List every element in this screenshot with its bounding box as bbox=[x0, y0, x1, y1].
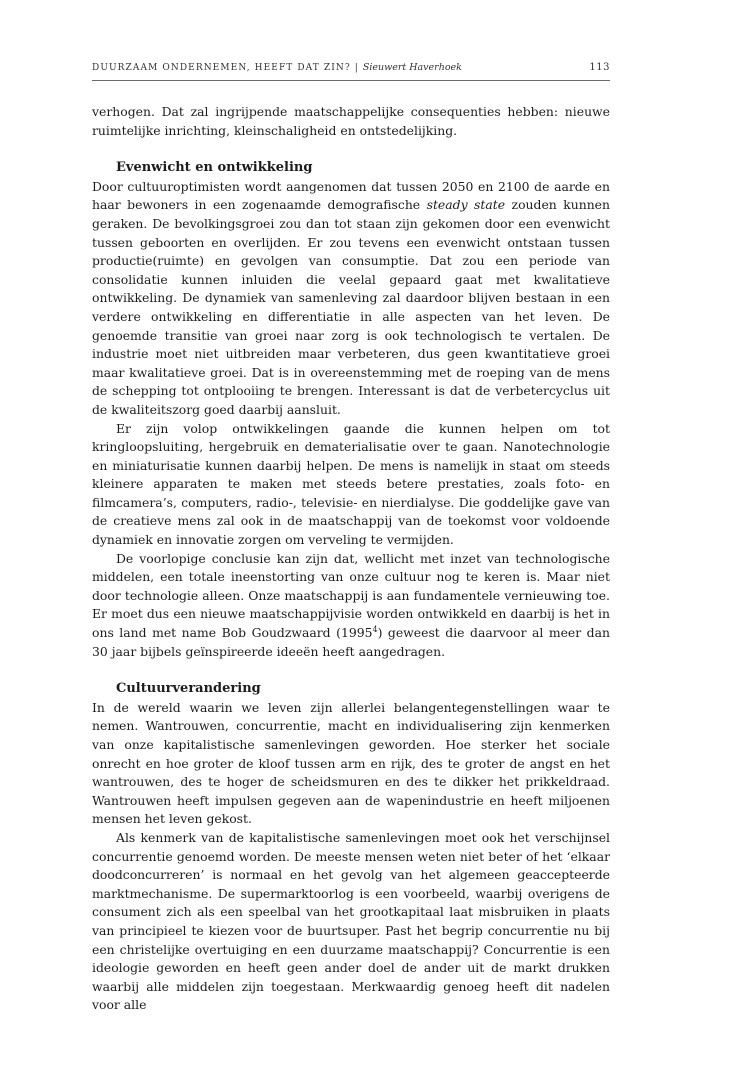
header-separator: | bbox=[350, 63, 363, 73]
body-text bbox=[92, 103, 610, 1015]
paragraph-text: Door cultuuroptimisten wordt aangenomen dat tussen 2050 en 2100 de aarde en haar bewoners in een zogenaamde demografische bbox=[92, 178, 610, 213]
paragraph-text: ) geweest die daarvoor al meer dan 30 jaar bijbels geïnspireerde ideeën heeft aangedragen. bbox=[92, 625, 610, 659]
author-name: Sieuwert Haverhoek bbox=[362, 62, 462, 73]
section-heading-cultuurverandering: Cultuurverandering bbox=[116, 681, 261, 697]
paragraph-evenwicht-1 bbox=[92, 178, 610, 420]
running-title: DUURZAAM ONDERNEMEN, HEEFT DAT ZIN? bbox=[92, 63, 351, 73]
running-title-line bbox=[92, 62, 462, 73]
paragraph-evenwicht-3 bbox=[92, 550, 610, 662]
paragraph-continuation: verhogen. Dat zal ingrijpende maatschappelijke consequenties hebben: nieuwe ruimtelijke inrichting, kleinschaligheid en ontstedelijking. bbox=[92, 104, 610, 138]
page-number: 113 bbox=[589, 62, 610, 73]
header-rule bbox=[92, 80, 610, 81]
paragraph-evenwicht-2: Er zijn volop ontwikkelingen gaande die kunnen helpen om tot kringloopsluiting, hergebruik en dematerialisatie over te gaan. Nanotechnologie en miniaturisatie kunnen daarbij helpen. De mens is namelijk in staat om steeds kleinere apparaten te maken met steeds betere prestaties, zoals foto- en filmcamera’s, computers, radio-, televisie- en nierdialyse. Die goddelijke gave van de creatieve mens zal ook in de maatschappij van de toekomst voor voldoende dynamiek en innovatie zorgen om verveling te vermijden. bbox=[92, 420, 610, 548]
italic-term: steady state bbox=[426, 197, 506, 213]
section-heading-evenwicht: Evenwicht en ontwikkeling bbox=[116, 160, 313, 176]
paragraph-cultuur-1: In de wereld waarin we leven zijn allerlei belangentegenstellingen waar te nemen. Wantrouwen, concurrentie, macht en individualisering zijn kenmerken van onze kapitalistische samenlevingen geworden. Hoe sterker het sociale onrecht en hoe groter de kloof tussen arm en rijk, des te groter de angst en het wantrouwen, des te hoger de scheidsmuren en des te dikker het prikkeldraad. Wantrouwen heeft impulsen gegeven aan de wapenindustrie en heeft miljoenen mensen het leven gekost. bbox=[92, 699, 610, 827]
footnote-marker: 4 bbox=[372, 624, 378, 634]
paragraph-text: zouden kunnen geraken. De bevolkingsgroei zou dan tot staan zijn gekomen door een evenwicht tussen geboorten en overlijden. Er zou tevens een evenwicht ontstaan tussen productie(ruimte) en gevolgen van consumptie. Dat zou een periode van consolidatie kunnen inluiden die veelal gepaard gaat met kwalitatieve ontwikkeling. De dynamiek van samenleving zal daardoor blijven bestaan in een verdere ontwikkeling en differentiatie in alle aspecten van het leven. De genoemde transitie van groei naar zorg is ook technologisch te vertalen. De industrie moet niet uitbreiden maar verbeteren, dus geen kwantitatieve groei maar kwalitatieve groei. Dat is in overeenstemming met de roeping van de mens de schepping tot ontplooiing te brengen. Interessant is dat de verbetercyclus uit de kwaliteitszorg goed daarbij aansluit. bbox=[92, 197, 610, 417]
paragraph-cultuur-2: Als kenmerk van de kapitalistische samenlevingen moet ook het verschijnsel concurrentie genoemd worden. De meeste mensen weten niet beter of het ‘elkaar doodconcurreren’ is normaal en het gevolg van het algemeen geaccepteerde marktmechanisme. De supermarktoorlog is een voorbeeld, waarbij overigens de consument zich als een speelbal van het grootkapitaal laat misbruiken in plaats van principieel te kiezen voor de buurtsuper. Past het begrip concurrentie nu bij een christelijke overtuiging en een duurzame maatschappij? Concurrentie is een ideologie geworden en heeft geen ander doel de ander uit de markt drukken waarbij alle middelen zijn toegestaan. Merkwaardig genoeg heeft dit nadelen voor alle bbox=[92, 829, 610, 1013]
running-header bbox=[92, 62, 610, 78]
paragraph-text: De voorlopige conclusie kan zijn dat, wellicht met inzet van technologische middelen, een totale ineenstorting van onze cultuur nog te keren is. Maar niet door technologie alleen. Onze maatschappij is aan fundamentele vernieuwing toe. Er moet dus een nieuwe maatschappijvisie worden ontwikkeld en daarbij is het in ons land met name Bob Goudzwaard (1995 bbox=[92, 550, 610, 641]
